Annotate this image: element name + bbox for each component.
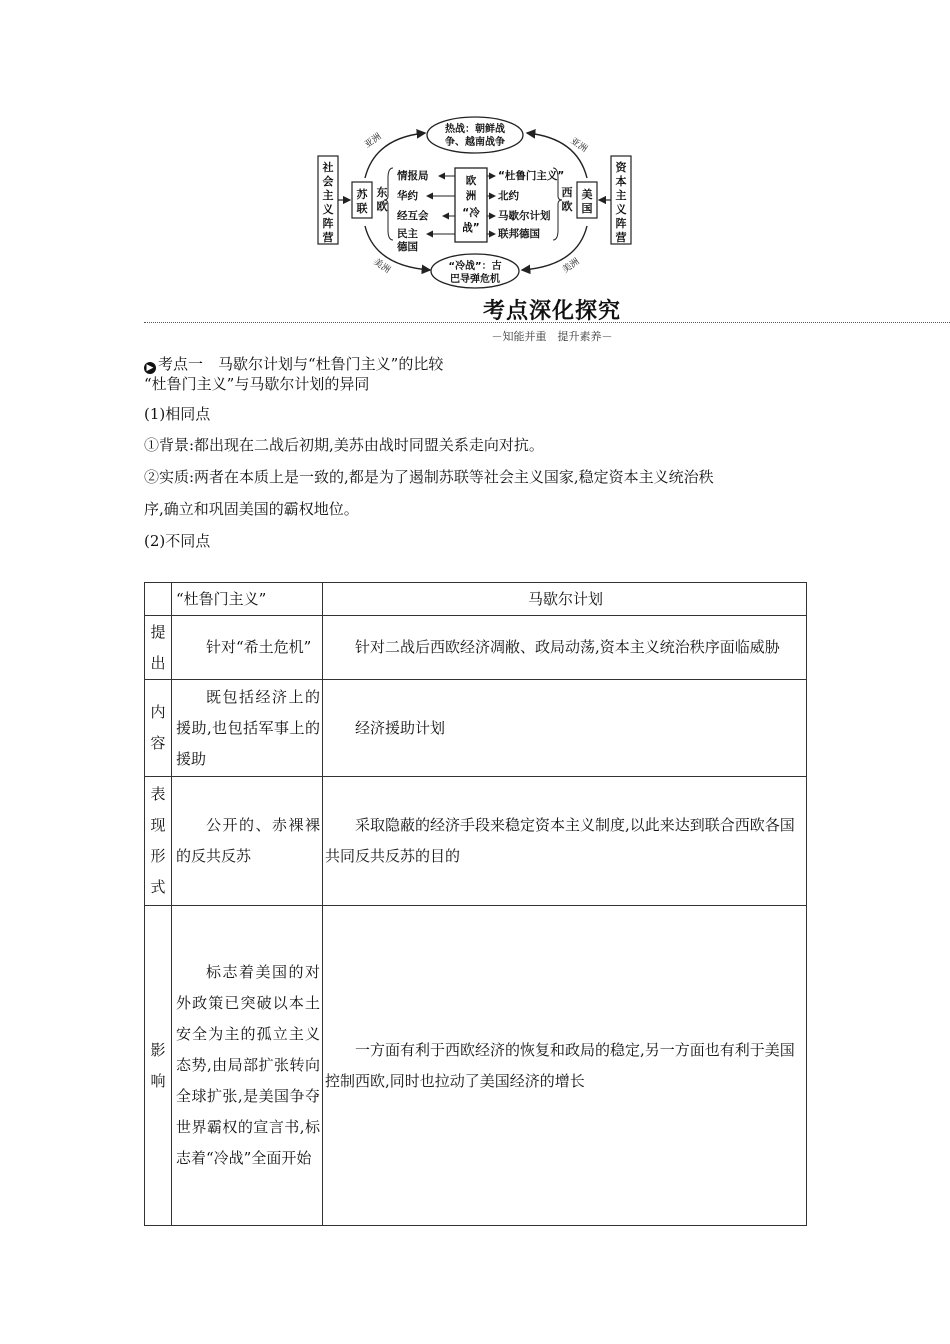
hot-war-line-1: 热战：朝鲜战	[445, 124, 505, 135]
banner-divider	[144, 322, 950, 323]
truman-cell: 公开的、赤裸裸的反共反苏	[172, 777, 323, 906]
center-char: 战”	[462, 222, 480, 234]
east-europe-char: 欧	[376, 200, 388, 213]
cold-war-diagram-svg	[315, 108, 635, 298]
row-label: 内容	[145, 680, 172, 777]
capitalist-camp-char: 主	[615, 189, 627, 202]
essence-paragraph-line-1: ②实质:两者在本质上是一致的,都是为了遏制苏联等社会主义国家,稳定资本主义统治秩	[144, 468, 714, 486]
arc-label-top-left: 亚洲	[362, 131, 384, 151]
table-row	[145, 616, 807, 680]
socialist-camp-char: 营	[322, 231, 334, 244]
center-char: 洲	[465, 190, 477, 202]
table-row	[145, 906, 807, 1226]
right-item: “杜鲁门主义”	[498, 170, 565, 182]
capitalist-camp-char: 资	[615, 161, 627, 174]
arc-label-bottom-right: 美洲	[560, 256, 582, 276]
table-header-cell: 马歇尔计划	[323, 583, 807, 616]
bullet-icon: ▶	[144, 362, 156, 374]
marshall-cell: 针对二战后西欧经济凋敝、政局动荡,资本主义统治秩序面临威胁	[323, 616, 807, 680]
section-banner-subtitle: －知能并重 提升素养－	[491, 330, 613, 343]
table-header-row	[145, 583, 807, 616]
arc-label-bottom-left: 美洲	[371, 257, 392, 276]
capitalist-camp-char: 营	[615, 231, 627, 244]
socialist-camp-char: 社	[322, 161, 334, 174]
truman-cell: 标志着美国的对外政策已突破以本土安全为主的孤立主义态势,由局部扩张转向全球扩张,是美国争夺世界霸权的宣言书,标志着“冷战”全面开始	[172, 906, 323, 1226]
socialist-camp-char: 义	[322, 203, 334, 216]
section-banner-title: 考点深化探究	[482, 299, 621, 324]
cold-war-line-1: “冷战”：古	[448, 261, 502, 272]
left-item: 经互会	[397, 210, 429, 222]
row-label: 表现形式	[145, 777, 172, 906]
capitalist-camp-char: 本	[615, 175, 627, 188]
right-item: 联邦德国	[498, 228, 540, 240]
row-label: 影响	[145, 906, 172, 1226]
topic-heading	[144, 354, 443, 374]
ussr-char: 联	[356, 202, 368, 215]
diff-points-title: (2)不同点	[144, 532, 211, 550]
west-europe-char: 欧	[561, 200, 573, 213]
left-item: 德国	[397, 241, 418, 253]
comparison-table	[144, 582, 807, 1226]
same-points-title: (1)相同点	[144, 405, 211, 423]
table-row	[145, 777, 807, 906]
cold-war-line-2: 巴导弹危机	[450, 274, 500, 285]
hot-war-line-2: 争、越南战争	[445, 137, 505, 148]
center-char: 欧	[465, 175, 477, 187]
topic-subheading: “杜鲁门主义”与马歇尔计划的异同	[144, 375, 370, 393]
socialist-camp-char: 主	[322, 189, 334, 202]
usa-char: 美	[581, 188, 593, 201]
west-europe-char: 西	[561, 186, 573, 199]
arc-label-top-right: 亚洲	[568, 136, 589, 155]
east-europe-char: 东	[376, 186, 388, 199]
background-paragraph: ①背景:都出现在二战后初期,美苏由战时同盟关系走向对抗。	[144, 436, 544, 454]
marshall-cell: 采取隐蔽的经济手段来稳定资本主义制度,以此来达到联合西欧各国共同反共反苏的目的	[323, 777, 807, 906]
marshall-cell: 经济援助计划	[323, 680, 807, 777]
ussr-char: 苏	[356, 188, 368, 201]
capitalist-camp-char: 义	[615, 203, 627, 216]
truman-cell: 针对“希土危机”	[172, 616, 323, 680]
left-item: 民主	[397, 228, 418, 240]
essence-paragraph-line-2: 序,确立和巩固美国的霸权地位。	[144, 500, 359, 518]
row-label: 提出	[145, 616, 172, 680]
right-item: 北约	[498, 190, 519, 202]
marshall-cell: 一方面有利于西欧经济的恢复和政局的稳定,另一方面也有利于美国控制西欧,同时也拉动了美国经济的增长	[323, 906, 807, 1226]
left-item: 华约	[397, 190, 418, 202]
left-item: 情报局	[397, 170, 429, 182]
table-header-cell	[145, 583, 172, 616]
capitalist-camp-char: 阵	[615, 217, 627, 230]
table-row	[145, 680, 807, 777]
socialist-camp-char: 阵	[322, 217, 334, 230]
cold-war-diagram	[315, 108, 635, 298]
socialist-camp-char: 会	[322, 175, 334, 188]
usa-char: 国	[581, 202, 593, 215]
truman-cell: 既包括经济上的援助,也包括军事上的援助	[172, 680, 323, 777]
table-header-cell: “杜鲁门主义”	[172, 583, 323, 616]
center-char: “冷	[462, 207, 480, 219]
right-item: 马歇尔计划	[498, 210, 551, 222]
topic-heading-text: 考点一 马歇尔计划与“杜鲁门主义”的比较	[158, 355, 444, 373]
